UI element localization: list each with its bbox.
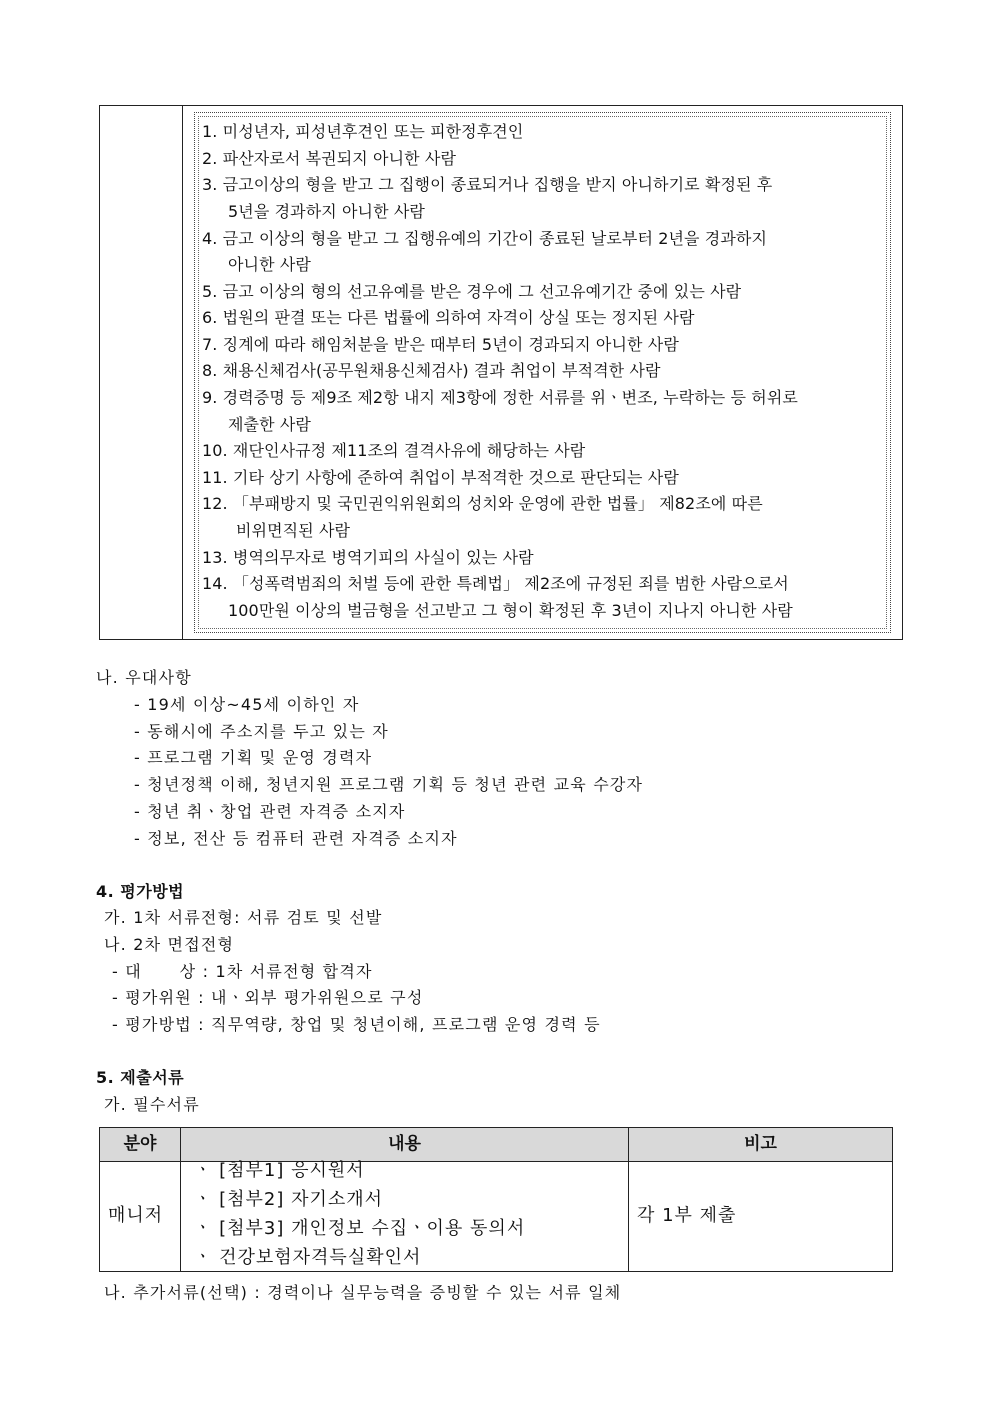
disqualification-item-continued: 100만원 이상의 벌금형을 선고받고 그 형이 확정된 후 3년이 지나지 아니한 사람 — [228, 601, 793, 620]
disqualification-item: 1. 미성년자, 피성년후견인 또는 피한정후견인 — [202, 122, 524, 141]
document-item: ㆍ 건강보험자격득실확인서 — [194, 1247, 422, 1268]
header-note: 비고 — [744, 1134, 777, 1154]
preference-item: - 정보, 전산 등 컴퓨터 관련 자격증 소지자 — [134, 829, 458, 848]
disqualification-item: 11. 기타 상기 사항에 준하여 취업이 부적격한 것으로 판단되는 사람 — [202, 468, 679, 487]
disqualification-label-cell — [100, 106, 183, 639]
preference-item: - 청년 취ㆍ창업 관련 자격증 소지자 — [134, 802, 406, 821]
disqualification-item: 2. 파산자로서 복권되지 아니한 사람 — [202, 149, 456, 168]
document-item: ㆍ [첨부2] 자기소개서 — [194, 1189, 384, 1210]
evaluation-heading: 4. 평가방법 — [96, 882, 185, 901]
disqualification-item: 6. 법원의 판결 또는 다른 법률에 의하여 자격이 상실 또는 정지된 사람 — [202, 308, 695, 327]
disqualification-item: 3. 금고이상의 형을 받고 그 집행이 종료되거나 집행을 받지 아니하기로 확정된 후 — [202, 175, 773, 194]
preference-item: - 동해시에 주소지를 두고 있는 자 — [134, 722, 389, 741]
disqualification-item: 10. 재단인사규정 제11조의 결격사유에 해당하는 사람 — [202, 441, 586, 460]
evaluation-item: - 평가방법 : 직무역량, 창업 및 청년이해, 프로그램 운영 경력 등 — [112, 1015, 601, 1034]
disqualification-item-continued: 비위면직된 사람 — [236, 521, 351, 540]
preference-item: - 프로그램 기획 및 운영 경력자 — [134, 748, 373, 767]
disqualification-item: 7. 징계에 따라 해임처분을 받은 때부터 5년이 경과되지 아니한 사람 — [202, 335, 679, 354]
disqualification-item: 13. 병역의무자로 병역기피의 사실이 있는 사람 — [202, 548, 534, 567]
evaluation-item: - 평가위원 : 내ㆍ외부 평가위원으로 구성 — [112, 988, 424, 1007]
disqualification-item: 5. 금고 이상의 형의 선고유예를 받은 경우에 그 선고유예기간 중에 있는 사람 — [202, 282, 742, 301]
note-cell: 각 1부 제출 — [637, 1205, 737, 1226]
disqualification-item: 9. 경력증명 등 제9조 제2항 내지 제3항에 정한 서류를 위ㆍ변조, 누락하는 등 허위로 — [202, 388, 798, 407]
preference-item: - 청년정책 이해, 청년지원 프로그램 기획 등 청년 관련 교육 수강자 — [134, 775, 644, 794]
field-cell: 매니저 — [108, 1205, 164, 1226]
optional-documents: 나. 추가서류(선택) : 경력이나 실무능력을 증빙할 수 있는 서류 일체 — [104, 1283, 622, 1302]
evaluation-item: - 대 상 : 1차 서류전형 합격자 — [112, 962, 373, 981]
evaluation-second-stage: 나. 2차 면접전형 — [104, 935, 235, 954]
disqualification-item: 4. 금고 이상의 형을 받고 그 집행유예의 기간이 종료된 날로부터 2년을 경과하지 — [202, 229, 768, 248]
disqualification-item-continued: 제출한 사람 — [228, 415, 311, 434]
disqualification-item-continued: 아니한 사람 — [228, 255, 311, 274]
disqualification-item-continued: 5년을 경과하지 아니한 사람 — [228, 202, 425, 221]
documents-heading: 5. 제출서류 — [96, 1068, 185, 1087]
disqualification-item: 12. 「부패방지 및 국민권익위원회의 성치와 운영에 관한 법률」 제82조에 따른 — [202, 494, 763, 513]
document-item: ㆍ [첨부3] 개인정보 수집ㆍ이용 동의서 — [194, 1218, 526, 1239]
preference-item: - 19세 이상~45세 이하인 자 — [134, 695, 360, 714]
required-documents-label: 가. 필수서류 — [104, 1095, 200, 1114]
preferences-title: 나. 우대사항 — [96, 668, 192, 687]
header-field: 분야 — [123, 1134, 157, 1154]
disqualification-item: 14. 「성폭력범죄의 처벌 등에 관한 특례법」 제2조에 규정된 죄를 범한 사람으로서 — [202, 574, 789, 593]
header-content: 내용 — [388, 1134, 421, 1154]
document-item: ㆍ [첨부1] 응시원서 — [194, 1160, 365, 1181]
disqualification-item: 8. 채용신체검사(공무원채용신체검사) 결과 취업이 부적격한 사람 — [202, 361, 661, 380]
evaluation-first-stage: 가. 1차 서류전형: 서류 검토 및 선발 — [104, 908, 383, 927]
